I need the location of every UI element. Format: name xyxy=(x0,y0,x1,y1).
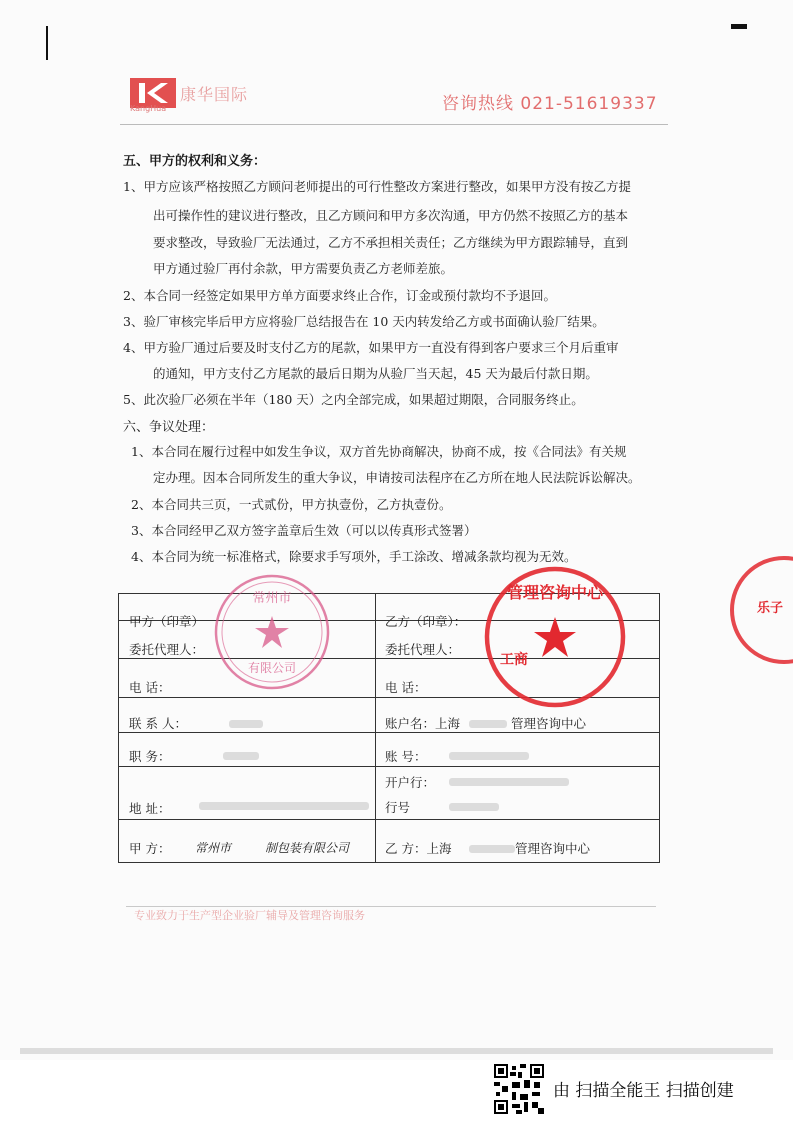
party-b-phone-label: 电 话： xyxy=(385,680,427,695)
section6-item3: 3、本合同经甲乙双方签字盖章后生效（可以以传真形式签署） xyxy=(131,523,477,538)
party-b-account-name-suffix: 管理咨询中心 xyxy=(511,716,587,731)
section5-item2: 2、本合同一经签定如果甲方单方面要求终止合作，订金或预付款均不予退回。 xyxy=(123,288,556,303)
section6-item1-line1: 1、本合同在履行过程中如发生争议，双方首先协商解决，协商不成，按《合同法》有关规 xyxy=(131,444,627,459)
party-a-title-label: 职 务： xyxy=(129,749,171,764)
party-a-agent-label: 委托代理人： xyxy=(129,642,205,657)
section5-item1-line2: 出可操作性的建议进行整改，且乙方顾问和甲方多次沟通，甲方仍然不按照乙方的基本 xyxy=(153,208,629,223)
scan-bottom-edge xyxy=(20,1048,773,1054)
redacted-value xyxy=(199,802,369,810)
table-column-divider xyxy=(375,594,376,862)
qr-code-icon xyxy=(494,1064,544,1114)
section6-item1-line2: 定办理。因本合同所发生的重大争议，申请按司法程序在乙方所在地人民法院诉讼解决。 xyxy=(153,470,641,485)
party-a-address-label: 地 址： xyxy=(129,801,171,816)
scan-edge-mark xyxy=(731,24,747,29)
redacted-value xyxy=(449,778,569,786)
party-a-handwritten-name-b: 制包装有限公司 xyxy=(265,841,350,855)
redacted-value xyxy=(449,752,529,760)
section5-item1-line4: 甲方通过验厂再付余款，甲方需要负责乙方老师差旅。 xyxy=(153,261,454,276)
section6-item2: 2、本合同共三页，一式贰份，甲方执壹份，乙方执壹份。 xyxy=(131,497,452,512)
table-row-divider xyxy=(119,732,659,733)
section5-item4-line1: 4、甲方验厂通过后要及时支付乙方的尾款，如果甲方一直没有得到客户要求三个月后重审 xyxy=(123,340,619,355)
section5-title: 五、甲方的权利和义务： xyxy=(123,154,267,169)
edge-stamp-fragment xyxy=(724,550,793,670)
party-a-handwritten-name-a: 常州市 xyxy=(195,841,232,855)
footer-tagline: 专业致力于生产型企业验厂辅导及管理咨询服务 xyxy=(134,909,365,922)
party-b-seal-label: 乙方（印章）： xyxy=(385,614,467,629)
stamp-text: 乐子 xyxy=(756,601,784,616)
stamp-text: 有限公司 xyxy=(247,661,297,675)
redacted-value xyxy=(469,720,507,728)
party-b-bank-code-label: 行号 xyxy=(385,800,411,815)
party-b-label: 乙 方：上海 xyxy=(385,841,452,856)
redacted-value xyxy=(229,720,263,728)
table-row-divider xyxy=(119,766,659,767)
logo-subtext: KangHua xyxy=(130,104,167,113)
party-b-agent-label: 委托代理人： xyxy=(385,642,461,657)
scan-edge-mark xyxy=(46,26,48,60)
section5-item1-line1: 1、甲方应该严格按照乙方顾问老师提出的可行性整改方案进行整改，如果甲方没有按乙方提 xyxy=(123,179,631,194)
party-b-bank-label: 开户行： xyxy=(385,775,436,790)
redacted-value xyxy=(223,752,259,760)
party-a-label: 甲 方： xyxy=(129,841,171,856)
section6-item4: 4、本合同为统一标准格式，除要求手写项外，手工涂改、增减条款均视为无效。 xyxy=(131,549,577,564)
section5-item4-line2: 的通知，甲方支付乙方尾款的最后日期为从验厂当天起，45 天为最后付款日期。 xyxy=(153,366,598,381)
stamp-text: 工商 xyxy=(500,652,528,668)
section5-item5: 5、此次验厂必须在半年（180 天）之内全部完成，如果超过期限，合同服务终止。 xyxy=(123,392,584,407)
party-a-seal-label: 甲方（印章） xyxy=(129,614,205,629)
section5-item1-line3: 要求整改，导致验厂无法通过，乙方不承担相关责任；乙方继续为甲方跟踪辅导，直到 xyxy=(153,235,629,250)
header-divider xyxy=(120,124,668,125)
stamp-text: 管理咨询中心 xyxy=(506,583,604,602)
scan-app-credit: 由 扫描全能王 扫描创建 xyxy=(553,1081,734,1101)
section5-item3: 3、验厂审核完毕后甲方应将验厂总结报告在 10 天内转发给乙方或书面确认验厂结果。 xyxy=(123,314,605,329)
party-b-account-name-label: 账户名：上海 xyxy=(385,716,461,731)
party-a-company-stamp xyxy=(212,572,332,692)
party-b-account-number-label: 账 号： xyxy=(385,749,427,764)
stamp-text: 常州市 xyxy=(252,591,292,606)
party-a-contact-label: 联 系 人： xyxy=(129,716,187,731)
hotline-text: 咨询热线 021-51619337 xyxy=(442,94,658,114)
party-b-company-stamp xyxy=(480,562,630,712)
party-b-name-suffix: 管理咨询中心 xyxy=(515,841,591,856)
section6-title: 六、争议处理： xyxy=(123,420,215,435)
redacted-value xyxy=(469,845,515,853)
logo-text: 康华国际 xyxy=(180,85,249,104)
party-a-phone-label: 电 话： xyxy=(129,680,171,695)
redacted-value xyxy=(449,803,499,811)
table-row-divider xyxy=(119,819,659,820)
